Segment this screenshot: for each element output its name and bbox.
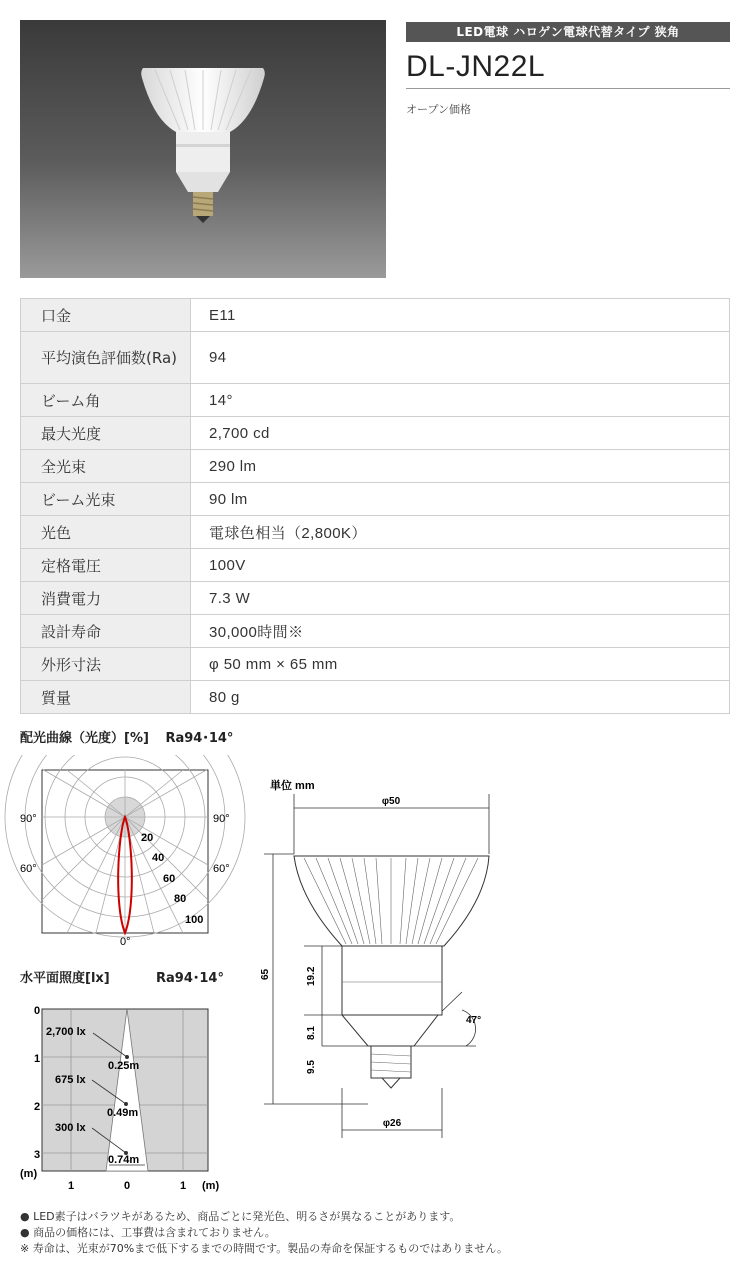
bulb-image — [20, 20, 386, 278]
polar-grid — [5, 755, 245, 937]
spec-value: φ 50 mm × 65 mm — [191, 648, 730, 681]
table-row — [21, 681, 730, 714]
ring-label: 100 — [185, 914, 204, 926]
y-tick: 0 — [34, 1005, 41, 1017]
spec-value: 290 lm — [191, 450, 730, 483]
x-tick: 1 — [67, 1180, 75, 1192]
spec-key: 最大光度 — [21, 417, 191, 450]
spec-key: ビーム光束 — [21, 483, 191, 516]
spec-value: 2,700 cd — [191, 417, 730, 450]
lux-label: 675 lx — [55, 1074, 86, 1086]
spec-value: 100V — [191, 549, 730, 582]
ring-label: 80 — [174, 893, 187, 905]
spec-value: E11 — [191, 299, 730, 332]
dim-d3: 9.5 — [306, 1060, 317, 1074]
polar-subtitle: Ra94･14° — [165, 731, 234, 746]
spec-key: 定格電圧 — [21, 549, 191, 582]
ring-label: 20 — [141, 832, 154, 844]
note-item: ● LED素子はバラツキがあるため、商品ごとに発光色、明るさが異なることがあります。 — [20, 1210, 461, 1223]
spec-key: 全光束 — [21, 450, 191, 483]
product-photo — [20, 20, 386, 278]
polar-label-right90: 90° — [213, 813, 230, 825]
spec-key: 平均演色評価数(Ra) — [21, 332, 191, 384]
table-row — [21, 450, 730, 483]
spec-key: 消費電力 — [21, 582, 191, 615]
dia-label: 0.74m — [108, 1154, 140, 1166]
note-item: ※ 寿命は、光束が70%まで低下するまでの時間です。製品の寿命を保証するものではありません。 — [20, 1242, 508, 1255]
illum-title — [20, 967, 110, 986]
table-row — [21, 615, 730, 648]
note-item: ● 商品の価格には、工事費は含まれておりません。 — [20, 1226, 276, 1239]
spec-value: 電球色相当（2,800K） — [191, 516, 730, 549]
spec-value: 7.3 W — [191, 582, 730, 615]
dim-bottom: φ26 — [382, 1118, 402, 1129]
spec-key: ビーム角 — [21, 384, 191, 417]
illuminance-chart — [0, 995, 250, 1195]
table-row — [21, 483, 730, 516]
spec-key: 口金 — [21, 299, 191, 332]
divider — [406, 88, 730, 89]
y-tick: 2 — [34, 1101, 41, 1113]
table-row — [21, 582, 730, 615]
polar-chart — [0, 755, 250, 955]
dim-top: φ50 — [381, 796, 401, 807]
illum-subtitle: Ra94･14° — [156, 971, 224, 986]
polar-label-left90: 90° — [20, 813, 37, 825]
ring-label: 60 — [163, 873, 176, 885]
table-row — [21, 299, 730, 332]
table-row — [21, 384, 730, 417]
unit-label: 単位 mm — [270, 780, 315, 792]
spec-key: 質量 — [21, 681, 191, 714]
table-row — [21, 516, 730, 549]
spec-value: 90 lm — [191, 483, 730, 516]
polar-title-text: 配光曲線（光度）[%] — [20, 731, 149, 746]
x-tick: 1 — [179, 1180, 187, 1192]
x-unit: (m) — [202, 1180, 220, 1192]
spec-value: 94 — [191, 332, 730, 384]
spec-key: 設計寿命 — [21, 615, 191, 648]
illum-title-text: 水平面照度[lx] — [20, 971, 110, 986]
lux-label: 300 lx — [55, 1122, 86, 1134]
dim-angle: 47° — [466, 1015, 482, 1026]
dim-d2: 8.1 — [306, 1026, 317, 1040]
table-row — [21, 549, 730, 582]
dia-label: 0.49m — [107, 1107, 139, 1119]
dim-d1: 19.2 — [306, 966, 317, 986]
spec-key: 光色 — [21, 516, 191, 549]
y-unit: (m) — [20, 1168, 38, 1180]
ring-label: 40 — [152, 852, 165, 864]
dimension-drawing — [250, 770, 510, 1150]
bulb-outline — [294, 856, 489, 1088]
price-text: オープン価格 — [406, 103, 472, 116]
category-banner: LED電球 ハロゲン電球代替タイプ 狭角 — [406, 22, 730, 42]
spec-value: 30,000時間※ — [191, 615, 730, 648]
x-tick: 0 — [123, 1180, 131, 1192]
table-row — [21, 648, 730, 681]
model-number: DL-JN22L — [406, 50, 546, 83]
polar-label-right60: 60° — [213, 863, 230, 875]
y-tick: 3 — [34, 1149, 41, 1161]
dia-label: 0.25m — [108, 1060, 140, 1072]
polar-label-0: 0° — [120, 936, 131, 948]
spec-value: 14° — [191, 384, 730, 417]
notes — [20, 1209, 508, 1257]
lux-label: 2,700 lx — [46, 1026, 86, 1038]
dim-height: 65 — [260, 968, 271, 980]
spec-value: 80 g — [191, 681, 730, 714]
polar-title — [20, 727, 233, 746]
y-tick: 1 — [34, 1053, 41, 1065]
table-row — [21, 332, 730, 384]
polar-label-left60: 60° — [20, 863, 37, 875]
table-row — [21, 417, 730, 450]
spec-table — [20, 298, 730, 714]
spec-key: 外形寸法 — [21, 648, 191, 681]
